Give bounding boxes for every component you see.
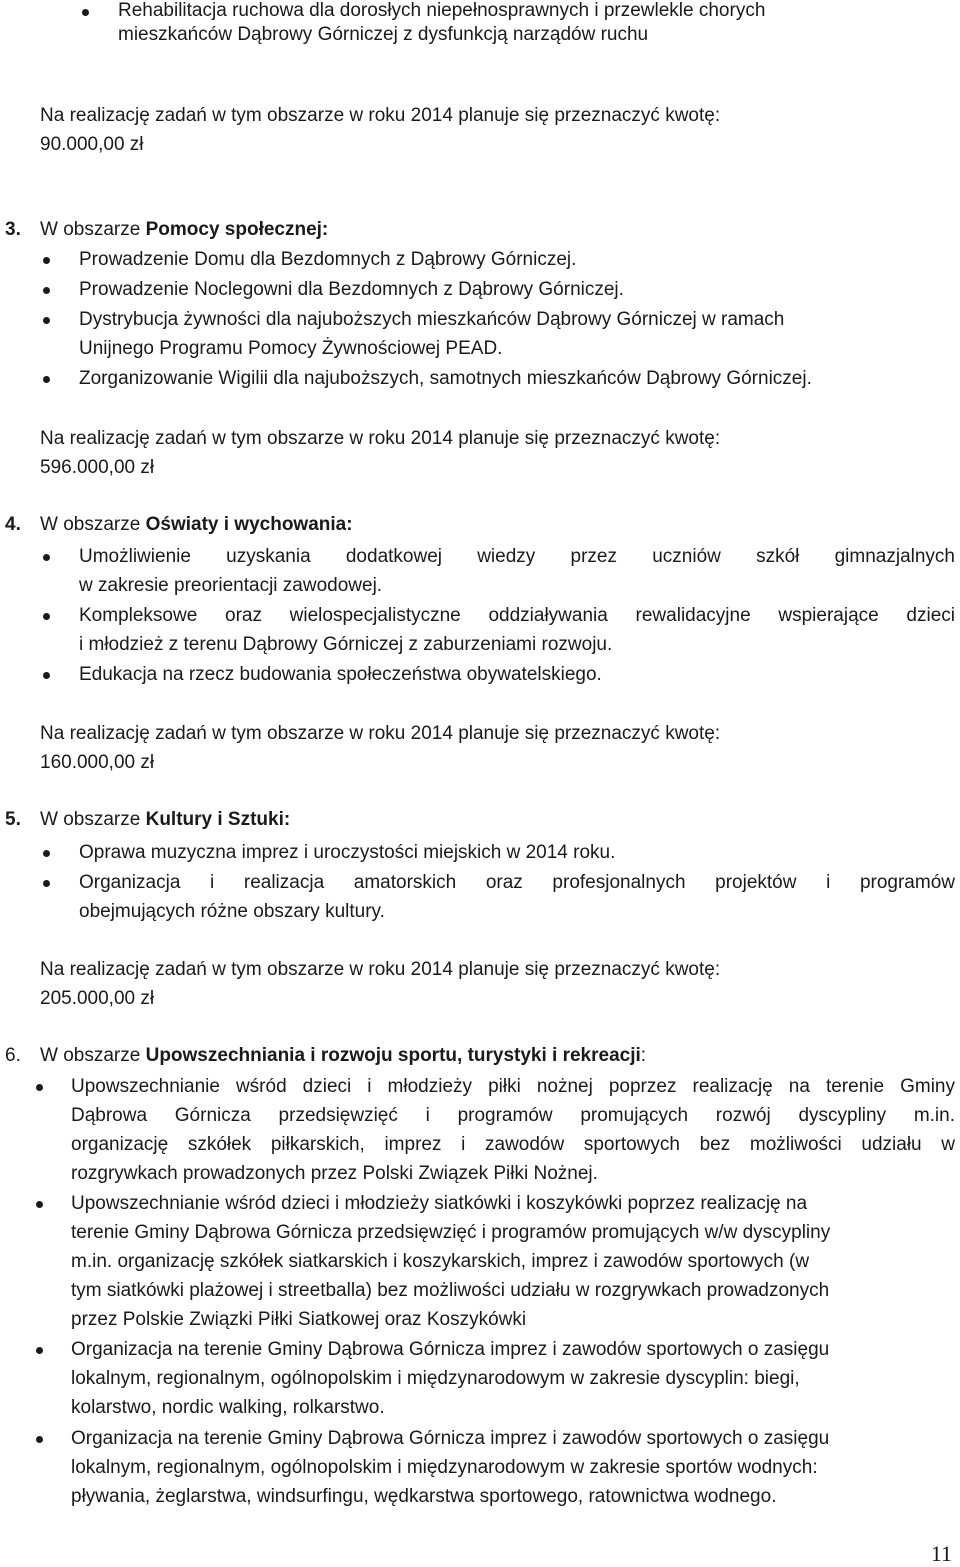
bullet-icon	[43, 257, 50, 264]
list-item-line: Kompleksowe oraz wielospecjalistyczne oddziaływania rewalidacyjne wspierające dzieci	[79, 605, 955, 626]
bullet-icon	[36, 1084, 43, 1091]
bullet-icon	[82, 9, 89, 16]
list-item-line: obejmujących różne obszary kultury.	[79, 901, 385, 922]
bullet-icon	[43, 850, 50, 857]
bullet-icon	[43, 317, 50, 324]
section-title-name: Oświaty i wychowania:	[145, 514, 353, 535]
list-item-line: w zakresie preorientacji zawodowej.	[79, 575, 383, 596]
section-heading	[5, 215, 21, 244]
bullet-icon	[43, 554, 50, 561]
list-item-line: przez Polskie Związki Piłki Siatkowej oraz Koszykówki	[71, 1309, 527, 1330]
list-item-line: rozgrywkach prowadzonych przez Polski Związek Piłki Nożnej.	[71, 1163, 598, 1184]
allocation-text: Na realizację zadań w tym obszarze w roku 2014 planuje się przeznaczyć kwotę:	[40, 105, 721, 126]
allocation-amount: 90.000,00 zł	[40, 134, 144, 155]
list-item-line: m.in. organizację szkółek siatkarskich i koszykarskich, imprez i zawodów sportowych (w	[71, 1251, 810, 1272]
allocation-text: Na realizację zadań w tym obszarze w roku 2014 planuje się przeznaczyć kwotę:	[40, 428, 721, 449]
section-title	[40, 510, 353, 539]
list-item-line: terenie Gminy Dąbrowa Górnicza przedsięwzięć i programów promujących w/w dyscypliny	[71, 1222, 831, 1243]
section-title-prefix: W obszarze	[40, 219, 146, 240]
section-title-name: Pomocy społecznej:	[145, 219, 329, 240]
list-item-line: organizację szkółek piłkarskich, imprez i zawodów sportowych bez możliwości udziału w	[71, 1134, 955, 1155]
list-item-line: kolarstwo, nordic walking, rolkarstwo.	[71, 1397, 385, 1418]
list-item-line: Upowszechnianie wśród dzieci i młodzieży siatkówki i koszykówki poprzez realizację na	[71, 1193, 808, 1214]
bullet-icon	[36, 1347, 43, 1354]
bullet-icon	[36, 1436, 43, 1443]
list-item-line: Dystrybucja żywności dla najuboższych mieszkańców Dąbrowy Górniczej w ramach	[79, 309, 785, 330]
list-item-line: lokalnym, regionalnym, ogólnopolskim i międzynarodowym w zakresie dyscyplin: biegi,	[71, 1368, 800, 1389]
list-item-line: Organizacja i realizacja amatorskich oraz profesjonalnych projektów i programów	[79, 872, 955, 893]
list-item-line: pływania, żeglarstwa, windsurfingu, wędkarstwa sportowego, ratownictwa wodnego.	[71, 1486, 777, 1507]
section-number: 5.	[5, 809, 21, 830]
allocation-amount: 205.000,00 zł	[40, 988, 155, 1009]
list-item-line: Umożliwienie uzyskania dodatkowej wiedzy przez uczniów szkół gimnazjalnych	[79, 546, 955, 567]
list-item-line: Unijnego Programu Pomocy Żywnościowej PEAD.	[79, 338, 503, 359]
section-number: 3.	[5, 219, 21, 240]
list-item-line: Prowadzenie Domu dla Bezdomnych z Dąbrowy Górniczej.	[79, 249, 577, 270]
bullet-icon	[36, 1201, 43, 1208]
section-title-prefix: W obszarze	[40, 1045, 146, 1066]
bullet-icon	[43, 376, 50, 383]
section-number: 4.	[5, 514, 21, 535]
section-heading	[5, 1041, 21, 1070]
list-item-line: Organizacja na terenie Gminy Dąbrowa Górnicza imprez i zawodów sportowych o zasięgu	[71, 1428, 830, 1449]
section-title	[40, 215, 328, 244]
bullet-icon	[43, 672, 50, 679]
section-heading	[5, 510, 21, 539]
page-number: 11	[930, 1541, 952, 1566]
section-number: 6.	[5, 1045, 21, 1066]
section-title-name: Kultury i Sztuki:	[145, 809, 291, 830]
section-title-prefix: W obszarze	[40, 514, 146, 535]
bullet-icon	[43, 880, 50, 887]
section-title-name: Upowszechniania i rozwoju sportu, turystyki i rekreacji	[145, 1045, 641, 1066]
bullet-icon	[43, 613, 50, 620]
list-item-line: Edukacja na rzecz budowania społeczeństwa obywatelskiego.	[79, 664, 602, 685]
list-item-line: mieszkańców Dąbrowy Górniczej z dysfunkcją narządów ruchu	[118, 24, 649, 45]
allocation-text: Na realizację zadań w tym obszarze w roku 2014 planuje się przeznaczyć kwotę:	[40, 959, 721, 980]
list-item-line: Zorganizowanie Wigilii dla najuboższych, samotnych mieszkańców Dąbrowy Górniczej.	[79, 368, 812, 389]
list-item-line: i młodzież z terenu Dąbrowy Górniczej z zaburzeniami rozwoju.	[79, 634, 613, 655]
section-title	[40, 1041, 646, 1070]
section-title	[40, 805, 290, 834]
section-title-prefix: W obszarze	[40, 809, 146, 830]
list-item-line: Organizacja na terenie Gminy Dąbrowa Górnicza imprez i zawodów sportowych o zasięgu	[71, 1339, 830, 1360]
list-item-line: Upowszechnianie wśród dzieci i młodzieży piłki nożnej poprzez realizację na terenie Gminy	[71, 1076, 955, 1097]
allocation-text: Na realizację zadań w tym obszarze w roku 2014 planuje się przeznaczyć kwotę:	[40, 723, 721, 744]
list-item-line: Dąbrowa Górnicza przedsięwzięć i programów promujących rozwój dyscypliny m.in.	[71, 1105, 955, 1126]
list-item-line: Oprawa muzyczna imprez i uroczystości miejskich w 2014 roku.	[79, 842, 616, 863]
list-item-line: Prowadzenie Noclegowni dla Bezdomnych z Dąbrowy Górniczej.	[79, 279, 624, 300]
allocation-amount: 160.000,00 zł	[40, 752, 155, 773]
list-item-line: tym siatkówki plażowej i streetballa) bez możliwości udziału w rozgrywkach prowadzonych	[71, 1280, 830, 1301]
bullet-icon	[43, 287, 50, 294]
allocation-amount: 596.000,00 zł	[40, 457, 155, 478]
list-item-line: lokalnym, regionalnym, ogólnopolskim i międzynarodowym w zakresie sportów wodnych:	[71, 1457, 818, 1478]
section-title-suffix: :	[640, 1045, 647, 1066]
list-item-line: Rehabilitacja ruchowa dla dorosłych niepełnosprawnych i przewlekle chorych	[118, 0, 766, 21]
section-heading	[5, 805, 21, 834]
